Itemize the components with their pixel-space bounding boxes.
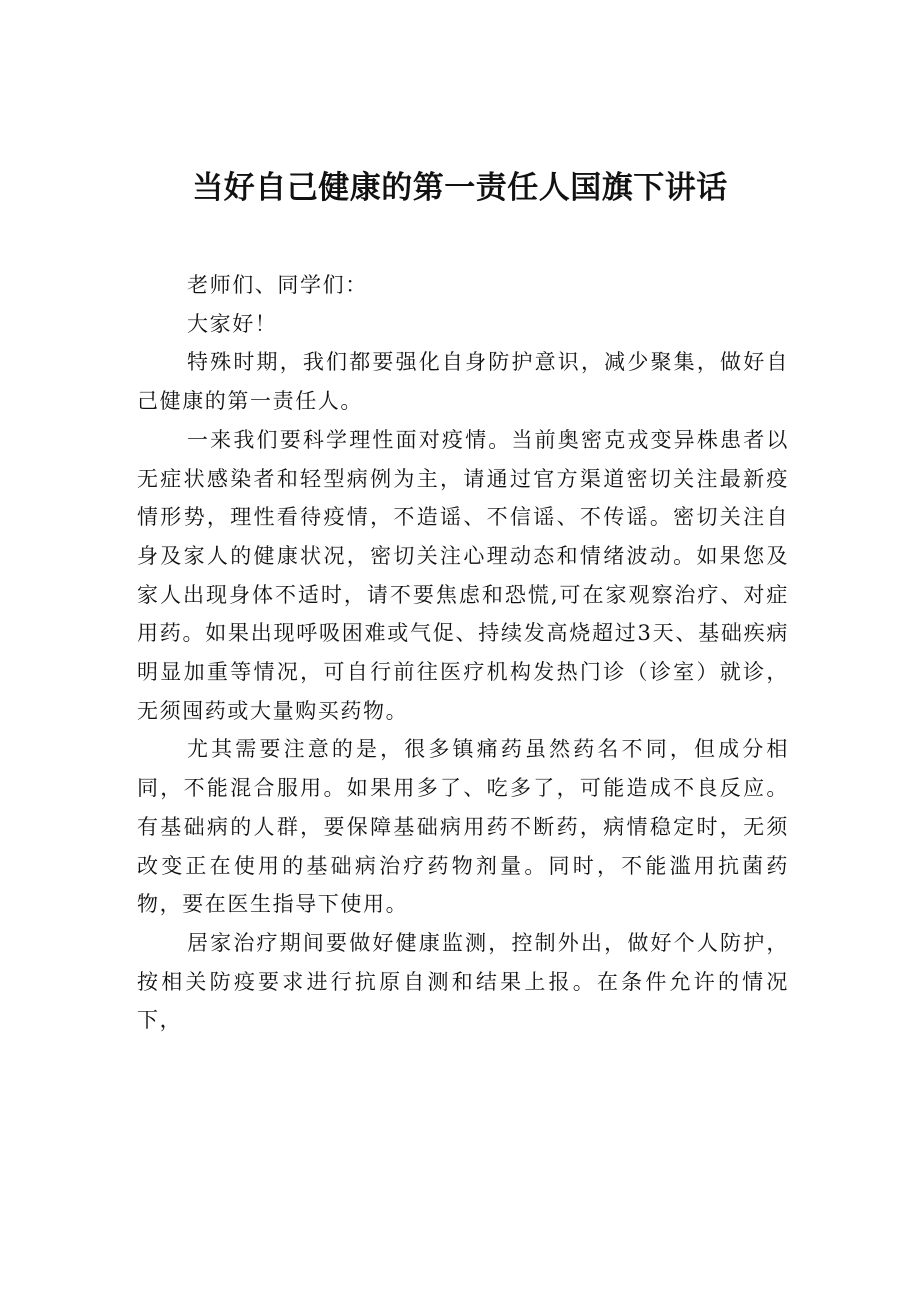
- greeting-paragraph: 老师们、同学们：: [187, 273, 368, 297]
- body-paragraph: 一来我们要科学理性面对疫情。当前奥密克戎变异株患者以无症状感染者和轻型病例为主，请通过官方渠道密切关注最新疫情形势，理性看待疫情，不造谣、不信谣、不传谣。密切关注自身及家人的健康状况，密切关注心理动态和情绪波动。如果您及家人出现身体不适时，请不要焦虑和恐慌,可在家观察治疗、对症用药。如果出现呼吸困难或气促、持续发高烧超过3天、基础疾病明显加重等情况，可自行前往医疗机构发热门诊（诊室）就诊，无须囤药或大量购买药物。: [137, 427, 789, 723]
- body-paragraph: 特殊时期，我们都要强化自身防护意识，减少聚集，做好自己健康的第一责任人。: [137, 350, 789, 414]
- body-paragraph: 尤其需要注意的是，很多镇痛药虽然药名不同，但成分相同，不能混合服用。如果用多了、吃多了，可能造成不良反应。有基础病的人群，要保障基础病用药不断药，病情稳定时，无须改变正在使用的基础病治疗药物剂量。同时，不能滥用抗菌药物，要在医生指导下使用。: [137, 737, 789, 917]
- body-paragraph: 居家治疗期间要做好健康监测，控制外出，做好个人防护，按相关防疫要求进行抗原自测和结果上报。在条件允许的情况下，: [137, 930, 789, 1033]
- salutation-paragraph: 大家好！: [187, 311, 278, 336]
- document-body: [137, 266, 789, 1040]
- document-title: 当好自己健康的第一责任人国旗下讲话: [192, 170, 728, 206]
